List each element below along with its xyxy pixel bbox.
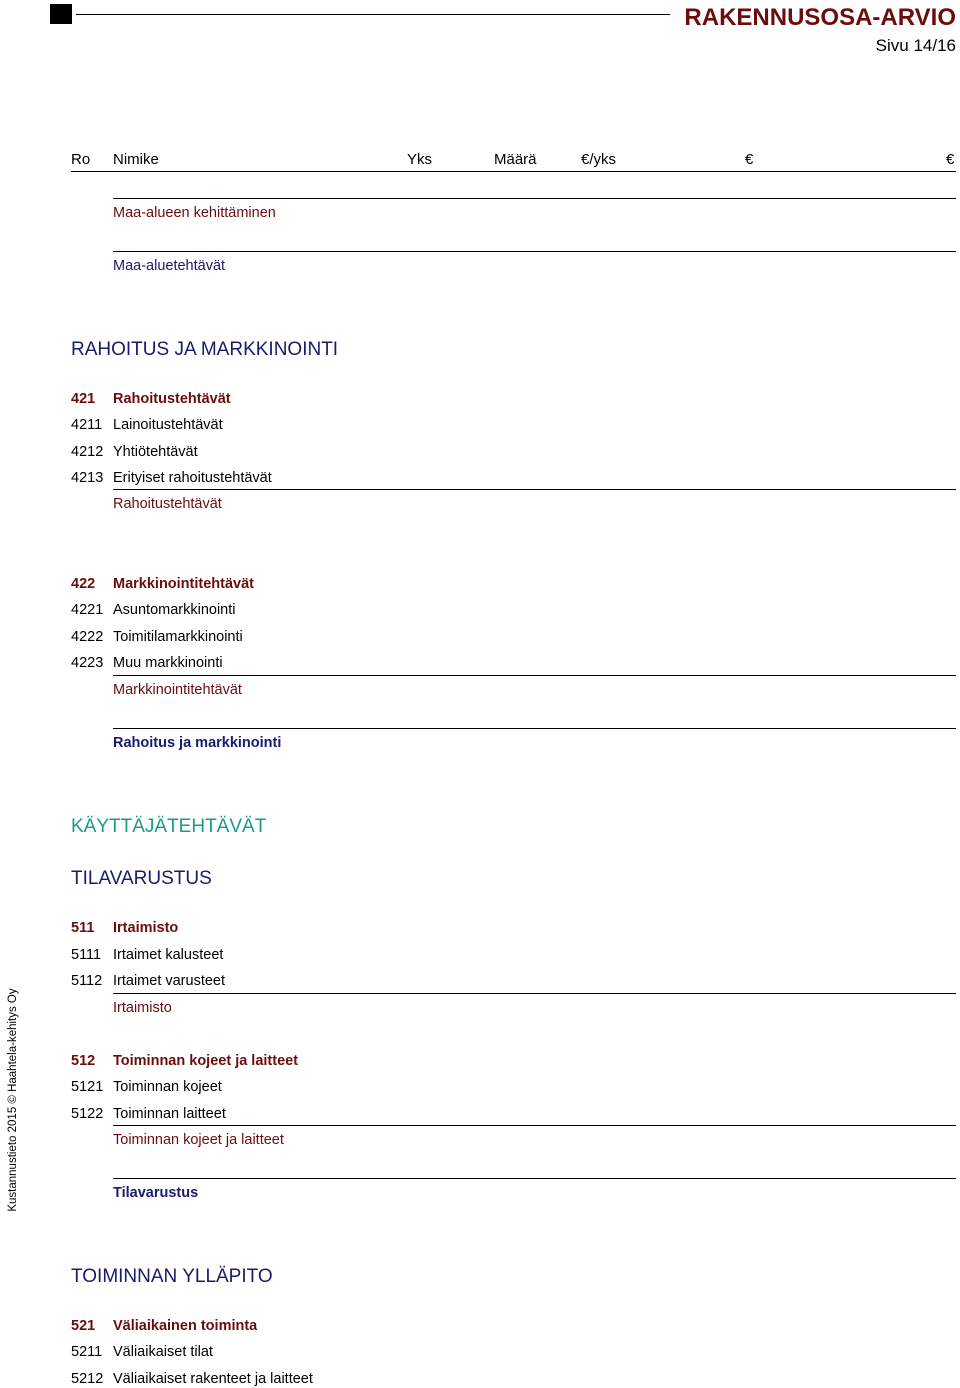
- item-code: 5111: [71, 947, 102, 963]
- sum-rule: [113, 1178, 956, 1179]
- item-code: 5121: [71, 1079, 104, 1095]
- item-code: 5122: [71, 1106, 104, 1122]
- column-header-rule: [71, 171, 956, 172]
- group-name: Toiminnan kojeet ja laitteet: [113, 1053, 299, 1069]
- group-code: 422: [71, 576, 96, 592]
- item-code: 4222: [71, 629, 104, 645]
- item-name: Asuntomarkkinointi: [113, 602, 236, 618]
- document-title: RAKENNUSOSA-ARVIO: [684, 4, 956, 31]
- column-nimike: Nimike: [113, 151, 159, 168]
- item-code: 4213: [71, 470, 104, 486]
- item-name: Yhtiötehtävät: [113, 444, 198, 460]
- group-sum: Rahoitustehtävät: [113, 496, 222, 512]
- summary-tilavarustus: Tilavarustus: [113, 1185, 199, 1201]
- sum-rule: [113, 489, 956, 490]
- group-name: Väliaikainen toiminta: [113, 1318, 258, 1334]
- main-section-title: KÄYTTÄJÄTEHTÄVÄT: [71, 816, 267, 837]
- sum-rule: [113, 1125, 956, 1126]
- item-name: Irtaimet kalusteet: [113, 947, 224, 963]
- column-maara: Määrä: [494, 151, 537, 168]
- group-name: Rahoitustehtävät: [113, 391, 231, 407]
- section-title-tilavarustus: TILAVARUSTUS: [71, 868, 212, 889]
- column-yks: Yks: [407, 151, 433, 168]
- header-square-mark: [50, 4, 72, 24]
- item-code: 4212: [71, 444, 104, 460]
- group-code: 511: [71, 920, 95, 936]
- item-code: 4223: [71, 655, 104, 671]
- group-sum: Toiminnan kojeet ja laitteet: [113, 1132, 284, 1148]
- copyright-sidebar: Kustannustieto 2015 © Haahtela-kehitys Oy: [7, 988, 19, 1212]
- group-sum: Irtaimisto: [113, 1000, 172, 1016]
- item-name: Toiminnan laitteet: [113, 1106, 226, 1122]
- item-name: Erityiset rahoitustehtävät: [113, 470, 272, 486]
- sum-rule: [113, 251, 956, 252]
- summary-maa-aluetehtavat: Maa-aluetehtävät: [113, 258, 226, 274]
- column-eur-2: €: [946, 151, 955, 168]
- group-code: 421: [71, 391, 96, 407]
- sum-rule: [113, 993, 956, 994]
- sum-rule: [113, 675, 956, 676]
- column-eur-1: €: [745, 151, 754, 168]
- item-name: Irtaimet varusteet: [113, 973, 226, 989]
- item-code: 5211: [71, 1344, 103, 1360]
- column-ro: Ro: [71, 151, 91, 168]
- column-eur-per-unit: €/yks: [581, 151, 617, 168]
- summary-maa-alueen-kehittaminen: Maa-alueen kehittäminen: [113, 205, 276, 221]
- item-name: Toiminnan kojeet: [113, 1079, 222, 1095]
- page-number: Sivu 14/16: [875, 36, 956, 55]
- section-title-toiminnan-yllapito: TOIMINNAN YLLÄPITO: [71, 1266, 273, 1287]
- item-name: Väliaikaiset tilat: [113, 1344, 213, 1360]
- item-name: Muu markkinointi: [113, 655, 223, 671]
- group-name: Markkinointitehtävät: [113, 576, 254, 592]
- sum-rule: [113, 198, 956, 199]
- item-name: Väliaikaiset rakenteet ja laitteet: [113, 1371, 313, 1387]
- group-code: 521: [71, 1318, 96, 1334]
- item-code: 5212: [71, 1371, 104, 1387]
- item-name: Toimitilamarkkinointi: [113, 629, 243, 645]
- group-sum: Markkinointitehtävät: [113, 682, 242, 698]
- section-title-rahoitus: RAHOITUS JA MARKKINOINTI: [71, 339, 339, 360]
- item-name: Lainoitustehtävät: [113, 417, 223, 433]
- group-code: 512: [71, 1053, 96, 1069]
- item-code: 4211: [71, 417, 103, 433]
- header-rule: [76, 14, 670, 15]
- item-code: 5112: [71, 973, 103, 989]
- item-code: 4221: [71, 602, 104, 618]
- sum-rule: [113, 728, 956, 729]
- group-name: Irtaimisto: [113, 920, 179, 936]
- summary-rahoitus-ja-markkinointi: Rahoitus ja markkinointi: [113, 735, 282, 751]
